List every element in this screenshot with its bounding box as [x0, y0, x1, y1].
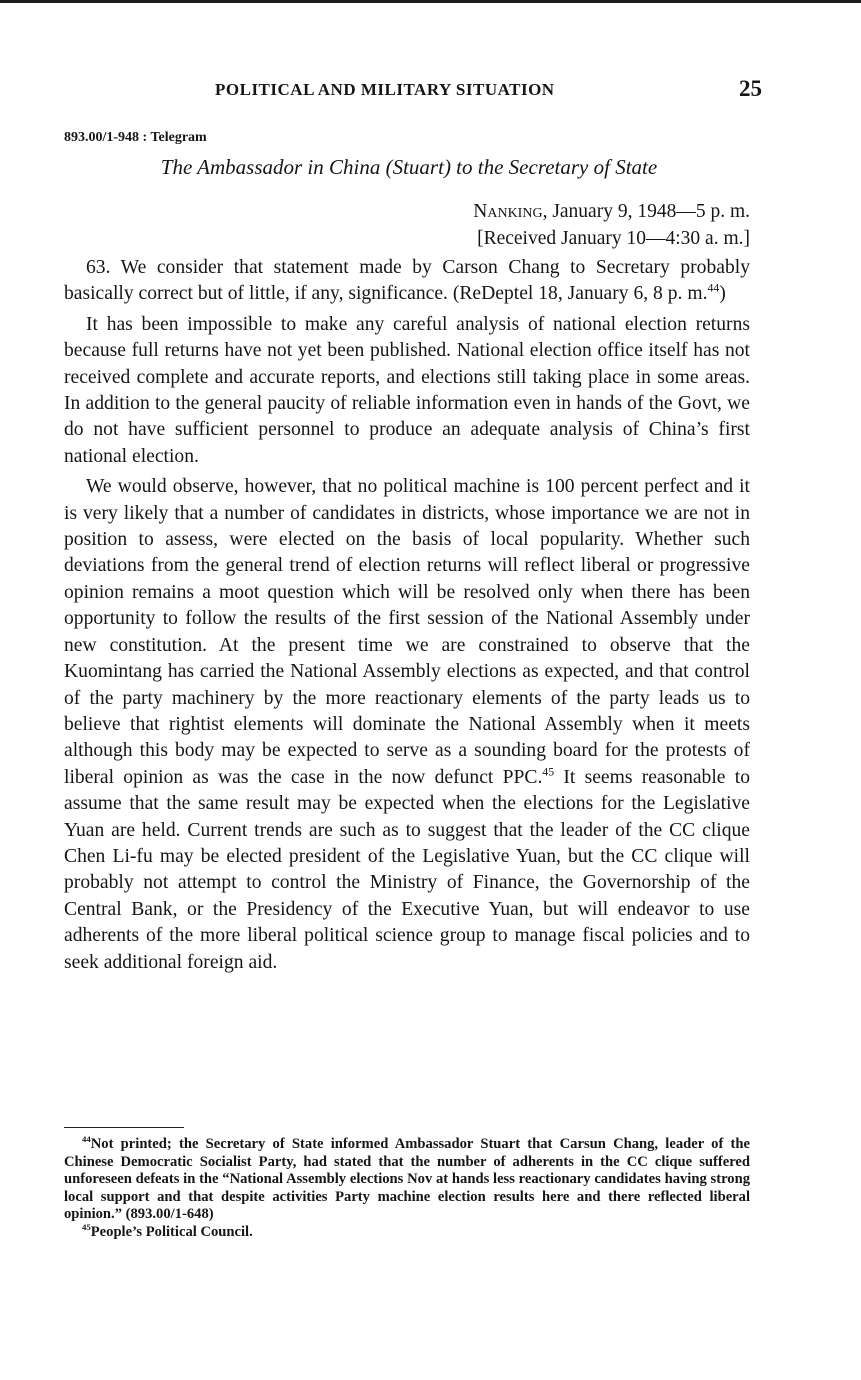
- footnote-ref-45: 45: [542, 765, 555, 779]
- dateline-place: Nanking: [473, 201, 543, 222]
- paragraph-2: It has been impossible to make any careful analysis of national election returns because full returns have not yet been published. National election office itself has not received complete and accurate reports, and elections still taking place in some areas. In addition to the general paucity of reliable information even in hands of the Govt, we do not have sufficient personnel to produce an adequate analysis of China’s first national election.: [64, 313, 750, 467]
- paragraph-3: [64, 474, 750, 976]
- footnote-45-marker: 45: [82, 1222, 91, 1233]
- footnote-45: [64, 1224, 750, 1242]
- footnote-44-text: Not printed; the Secretary of State informed Ambassador Stuart that Carsun Chang, leader of the Chinese Democratic Socialist Party, had stated that the number of adherents in the CC clique suffered unforeseen defeats in the “National Assembly elections Nov at hands less reactionary candidates having strong local support and that despite activities Party machine election results here and there reflected liberal opinion.” (893.00/1-648): [64, 1136, 750, 1223]
- footnote-44-marker: 44: [82, 1134, 91, 1145]
- paragraph-1: [64, 255, 750, 308]
- footnote-44: [64, 1136, 750, 1224]
- footnotes: [64, 1136, 750, 1242]
- page-number: 25: [739, 76, 762, 101]
- document-id: 893.00/1-948 : Telegram: [64, 130, 207, 145]
- dateline-sent: [380, 198, 750, 225]
- paragraph-3-part-b: It seems reasonable to assume that the same result may be expected when the elections for the Legislative Yuan are held. Current trends are such as to suggest that the leader of the CC clique Chen Li-fu may be elected president of the Legislative Yuan, but the CC clique will probably not attempt to control the Ministry of Finance, the Governorship of the Central Bank, or the Presidency of the Executive Yuan, but will endeavor to use adherents of the more liberal political science group to manage fiscal policies and to seek additional foreign aid.: [64, 766, 750, 973]
- paragraph-1-end: ): [719, 283, 726, 305]
- dateline: [380, 198, 750, 252]
- paragraph-1-text: 63. We consider that statement made by Carson Chang to Secretary probably basically correct but of little, if any, significance. (ReDeptel 18, January 6, 8 p. m.: [64, 257, 750, 305]
- footnote-divider: [64, 1127, 184, 1128]
- telegram-body: [64, 255, 750, 980]
- dateline-date: , January 9, 1948—5 p. m.: [542, 201, 750, 222]
- paragraph-3-part-a: We would observe, however, that no political machine is 100 percent perfect and it is very likely that a number of candidates in districts, whose importance we are not in position to assess, were elected on the basis of local popularity. Whether such deviations from the general trend of election returns will reflect liberal or progressive opinion remains a moot question which will be resolved only when there has been opportunity to follow the results of the first session of the National Assembly under new constitution. At the present time we are constrained to observe that the Kuomintang has carried the National Assembly elections as expected, and that control of the party machinery by the more reactionary elements of the party leads us to believe that rightist elements will dominate the National Assembly when it meets although this body may be expected to serve as a sounding board for the protests of liberal opinion as was the case in the now defunct PPC.: [64, 476, 750, 788]
- page-top-edge: [0, 0, 861, 3]
- running-head: POLITICAL AND MILITARY SITUATION: [215, 80, 555, 99]
- document-title: The Ambassador in China (Stuart) to the Secretary of State: [160, 155, 658, 179]
- footnote-45-text: People’s Political Council.: [90, 1223, 253, 1240]
- footnote-ref-44: 44: [707, 281, 720, 295]
- dateline-received: [Received January 10—4:30 a. m.]: [477, 228, 750, 249]
